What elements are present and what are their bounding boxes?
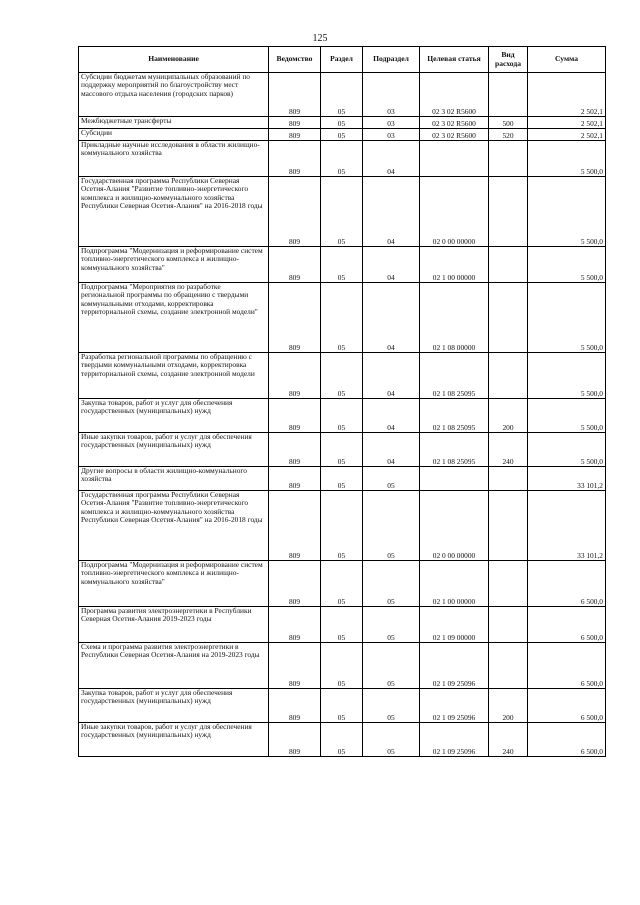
table-row (79, 561, 606, 607)
table-row (79, 467, 606, 491)
row-razdel: 05 (321, 247, 363, 283)
table-row (79, 283, 606, 353)
table-row (79, 129, 606, 141)
row-podrazdel: 04 (363, 247, 420, 283)
row-summa: 2 502,1 (528, 73, 606, 117)
row-celevaya: 02 1 08 25095 (420, 353, 489, 399)
row-name: Субсидии (79, 129, 269, 141)
row-razdel: 05 (321, 141, 363, 177)
row-summa: 33 101,2 (528, 491, 606, 561)
row-razdel: 05 (321, 607, 363, 643)
row-celevaya: 02 1 08 25095 (420, 399, 489, 433)
row-celevaya: 02 1 09 25096 (420, 723, 489, 757)
row-podrazdel: 04 (363, 433, 420, 467)
row-summa: 5 500,0 (528, 177, 606, 247)
table-row (79, 117, 606, 129)
row-ved: 809 (269, 433, 321, 467)
row-name: Иные закупки товаров, работ и услуг для обеспечения государственных (муниципальных) нужд (79, 433, 269, 467)
row-summa: 33 101,2 (528, 467, 606, 491)
row-podrazdel: 04 (363, 177, 420, 247)
row-celevaya: 02 1 09 25096 (420, 689, 489, 723)
row-vid: 240 (489, 723, 528, 757)
row-ved: 809 (269, 607, 321, 643)
row-name: Межбюджетные трансферты (79, 117, 269, 129)
row-celevaya: 02 1 08 25095 (420, 433, 489, 467)
row-name: Схема и программа развития электроэнергетики в Республики Северная Осетия-Алания на 2019-2023 годы (79, 643, 269, 689)
row-summa: 2 502,1 (528, 129, 606, 141)
table-row (79, 177, 606, 247)
row-razdel: 05 (321, 177, 363, 247)
row-razdel: 05 (321, 73, 363, 117)
row-razdel: 05 (321, 433, 363, 467)
row-ved: 809 (269, 723, 321, 757)
row-ved: 809 (269, 247, 321, 283)
header-razdel: Раздел (321, 47, 363, 73)
row-name: Программа развития электроэнергетики в Республики Северная Осетия-Алания 2019-2023 годы (79, 607, 269, 643)
row-celevaya: 02 1 09 00000 (420, 607, 489, 643)
table-header-row (79, 47, 606, 73)
row-celevaya: 02 3 02 R5600 (420, 129, 489, 141)
row-name: Государственная программа Республики Северная Осетия-Алания "Развитие топливно-энергетического комплекса и жилищно-коммунального хозяйства Республики Северная Осетия-Алания" на 2016-2018 годы (79, 491, 269, 561)
row-vid: 240 (489, 433, 528, 467)
row-name: Субсидии бюджетам муниципальных образований по поддержку мероприятий по благоустройству мест массового отдыха населения (городских парков) (79, 73, 269, 117)
row-summa: 5 500,0 (528, 353, 606, 399)
row-celevaya (420, 467, 489, 491)
row-summa: 5 500,0 (528, 283, 606, 353)
table-row (79, 689, 606, 723)
row-name: Подпрограмма "Модернизация и реформирование систем топливно-энергетического комплекса и жилищно-коммунального хозяйства" (79, 561, 269, 607)
row-vid (489, 73, 528, 117)
row-ved: 809 (269, 467, 321, 491)
row-summa: 2 502,1 (528, 117, 606, 129)
row-vid (489, 141, 528, 177)
row-podrazdel: 05 (363, 561, 420, 607)
header-celevaya: Целевая статья (420, 47, 489, 73)
row-celevaya: 02 0 00 00000 (420, 491, 489, 561)
table-row (79, 491, 606, 561)
row-summa: 6 500,0 (528, 607, 606, 643)
row-name: Закупка товаров, работ и услуг для обеспечения государственных (муниципальных) нужд (79, 399, 269, 433)
row-summa: 5 500,0 (528, 399, 606, 433)
row-razdel: 05 (321, 491, 363, 561)
row-podrazdel: 04 (363, 283, 420, 353)
row-razdel: 05 (321, 689, 363, 723)
row-summa: 6 500,0 (528, 689, 606, 723)
header-podrazdel: Подраздел (363, 47, 420, 73)
row-name: Разработка региональной программы по обращению с твердыми коммунальными отходами, корректировка территориальной схемы, создание электронной модели (79, 353, 269, 399)
row-celevaya: 02 3 02 R5600 (420, 117, 489, 129)
row-ved: 809 (269, 129, 321, 141)
row-ved: 809 (269, 141, 321, 177)
row-name: Подпрограмма "Модернизация и реформирование систем топливно-энергетического комплекса и жилищно-коммунального хозяйства" (79, 247, 269, 283)
row-ved: 809 (269, 491, 321, 561)
header-vid: Вид расхода (489, 47, 528, 73)
row-podrazdel: 05 (363, 607, 420, 643)
row-razdel: 05 (321, 129, 363, 141)
row-vid: 520 (489, 129, 528, 141)
row-podrazdel: 05 (363, 491, 420, 561)
row-name: Закупка товаров, работ и услуг для обеспечения государственных (муниципальных) нужд (79, 689, 269, 723)
row-summa: 6 500,0 (528, 561, 606, 607)
row-ved: 809 (269, 353, 321, 399)
table-row (79, 399, 606, 433)
row-podrazdel: 04 (363, 399, 420, 433)
table-row (79, 73, 606, 117)
row-summa: 5 500,0 (528, 433, 606, 467)
row-vid: 200 (489, 689, 528, 723)
row-vid: 500 (489, 117, 528, 129)
header-summa: Сумма (528, 47, 606, 73)
table-row (79, 433, 606, 467)
row-name: Прикладные научные исследования в области жилищно-коммунального хозяйства (79, 141, 269, 177)
row-razdel: 05 (321, 117, 363, 129)
row-razdel: 05 (321, 723, 363, 757)
row-vid (489, 607, 528, 643)
row-ved: 809 (269, 561, 321, 607)
row-vid: 200 (489, 399, 528, 433)
row-summa: 6 500,0 (528, 723, 606, 757)
row-podrazdel: 05 (363, 467, 420, 491)
table-row (79, 141, 606, 177)
row-name: Подпрограмма "Мероприятия по разработке региональной программы по обращению с твердыми коммунальными отходами, корректировка территориальной схемы, создание электронной модели" (79, 283, 269, 353)
row-podrazdel: 05 (363, 723, 420, 757)
row-name: Иные закупки товаров, работ и услуг для обеспечения государственных (муниципальных) нужд (79, 723, 269, 757)
row-celevaya: 02 0 00 00000 (420, 177, 489, 247)
row-name: Другие вопросы в области жилищно-коммунального хозяйства (79, 467, 269, 491)
row-podrazdel: 04 (363, 141, 420, 177)
row-podrazdel: 03 (363, 129, 420, 141)
row-podrazdel: 05 (363, 689, 420, 723)
row-celevaya (420, 141, 489, 177)
row-vid (489, 247, 528, 283)
row-ved: 809 (269, 399, 321, 433)
row-vid (489, 283, 528, 353)
row-celevaya: 02 1 00 00000 (420, 247, 489, 283)
row-razdel: 05 (321, 353, 363, 399)
row-celevaya: 02 3 02 R5600 (420, 73, 489, 117)
row-ved: 809 (269, 283, 321, 353)
row-ved: 809 (269, 117, 321, 129)
row-ved: 809 (269, 73, 321, 117)
row-celevaya: 02 1 09 25096 (420, 643, 489, 689)
row-vid (489, 467, 528, 491)
table-row (79, 353, 606, 399)
row-razdel: 05 (321, 467, 363, 491)
row-podrazdel: 04 (363, 353, 420, 399)
page-number: 125 (312, 33, 328, 44)
row-name: Государственная программа Республики Северная Осетия-Алания "Развитие топливно-энергетического комплекса и жилищно-коммунального хозяйства Республики Северная Осетия-Алания" на 2016-2018 годы (79, 177, 269, 247)
row-razdel: 05 (321, 561, 363, 607)
row-ved: 809 (269, 643, 321, 689)
row-vid (489, 643, 528, 689)
row-podrazdel: 03 (363, 117, 420, 129)
row-podrazdel: 03 (363, 73, 420, 117)
header-ved: Ведомство (269, 47, 321, 73)
row-celevaya: 02 1 00 00000 (420, 561, 489, 607)
row-razdel: 05 (321, 283, 363, 353)
row-ved: 809 (269, 177, 321, 247)
row-celevaya: 02 1 08 00000 (420, 283, 489, 353)
row-vid (489, 177, 528, 247)
table-row (79, 643, 606, 689)
table-row (79, 247, 606, 283)
row-podrazdel: 05 (363, 643, 420, 689)
row-razdel: 05 (321, 643, 363, 689)
row-vid (489, 561, 528, 607)
row-vid (489, 491, 528, 561)
header-name: Наименование (79, 47, 269, 73)
row-summa: 6 500,0 (528, 643, 606, 689)
row-razdel: 05 (321, 399, 363, 433)
row-ved: 809 (269, 689, 321, 723)
table-row (79, 723, 606, 757)
table-row (79, 607, 606, 643)
budget-table (78, 46, 606, 757)
row-vid (489, 353, 528, 399)
row-summa: 5 500,0 (528, 247, 606, 283)
row-summa: 5 500,0 (528, 141, 606, 177)
